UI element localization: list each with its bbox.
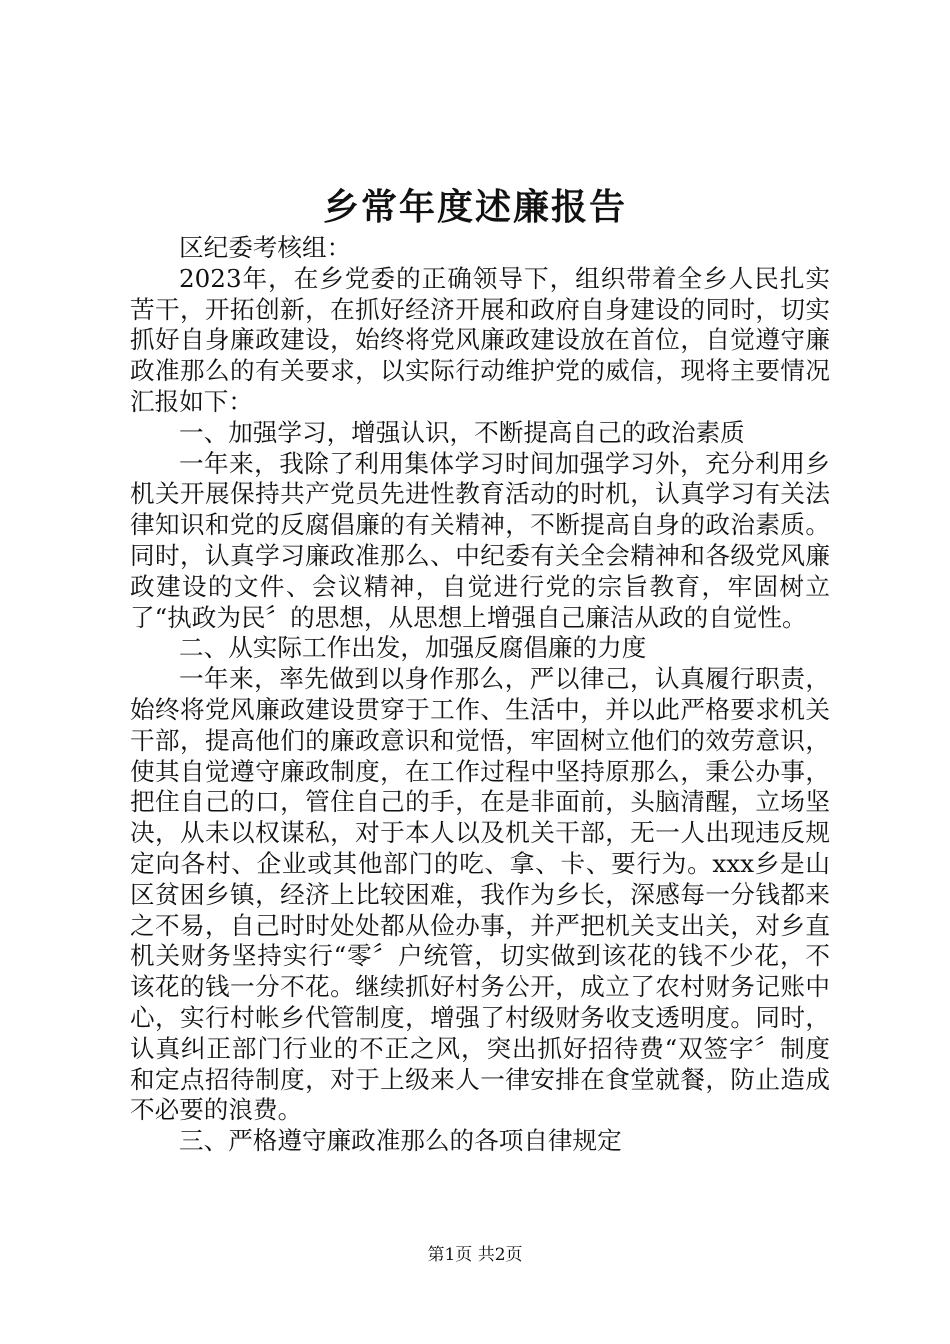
- document-body: [130, 233, 830, 1157]
- section-heading-3: 三、严格遵守廉政准那么的各项自律规定: [179, 1126, 622, 1156]
- page-title: 乡常年度述廉报告: [322, 187, 627, 228]
- salutation: 区纪委考核组：: [179, 233, 352, 262]
- paragraph-section-2: 一年来，率先做到以身作那么，严以律己，认真履行职责，始终将党风廉政建设贯穿于工作、生活中，并以此严格要求机关干部，提高他们的廉政意识和觉悟，牢固树立他们的效劳意识，使其自觉遵守廉政制度，在工作过程中坚持原那么，秉公办事，把住自己的口，管住自己的手，在是非面前，头脑清醒，立场坚决，从未以权谋私，对于本人以及机关干部，无一人出现违反规定向各村、企业或其他部门的吃、拿、卡、要行为。xxx乡是山区贫困乡镇，经济上比较困难，我作为乡长，深感每一分钱都来之不易，自己时时处处都从俭办事，并严把机关支出关，对乡直机关财务坚持实行“零〞户统管，切实做到该花的钱不少花，不该花的钱一分不花。继续抓好村务公开，成立了农村财务记账中心，实行村帐乡代管制度，增强了村级财务收支透明度。同时，认真纠正部门行业的不正之风，突出抓好招待费“双签字〞制度和定点招待制度，对于上级来人一律安排在食堂就餐，防止造成不必要的浪费。: [130, 664, 830, 1125]
- section-heading-2: 二、从实际工作出发，加强反腐倡廉的力度: [179, 633, 647, 663]
- paragraph-intro: 2023年，在乡党委的正确领导下，组织带着全乡人民扎实苦干，开拓创新，在抓好经济开展和政府自身建设的同时，切实抓好自身廉政建设，始终将党风廉政建设放在首位，自觉遵守廉政准那么的有关要求，以实际行动维护党的威信，现将主要情况汇报如下：: [130, 263, 830, 416]
- section-heading-1: 一、加强学习，增强认识，不断提高自己的政治素质: [179, 417, 745, 447]
- paragraph-section-1: 一年来，我除了利用集体学习时间加强学习外，充分利用乡机关开展保持共产党员先进性教育活动的时机，认真学习有关法律知识和党的反腐倡廉的有关精神，不断提高自身的政治素质。同时，认真学习廉政准那么、中纪委有关全会精神和各级党风廉政建设的文件、会议精神，自觉进行党的宗旨教育，牢固树立了“执政为民〞的思想，从思想上增强自己廉洁从政的自觉性。: [130, 448, 830, 632]
- page-number-footer: 第1页 共2页: [427, 1245, 523, 1265]
